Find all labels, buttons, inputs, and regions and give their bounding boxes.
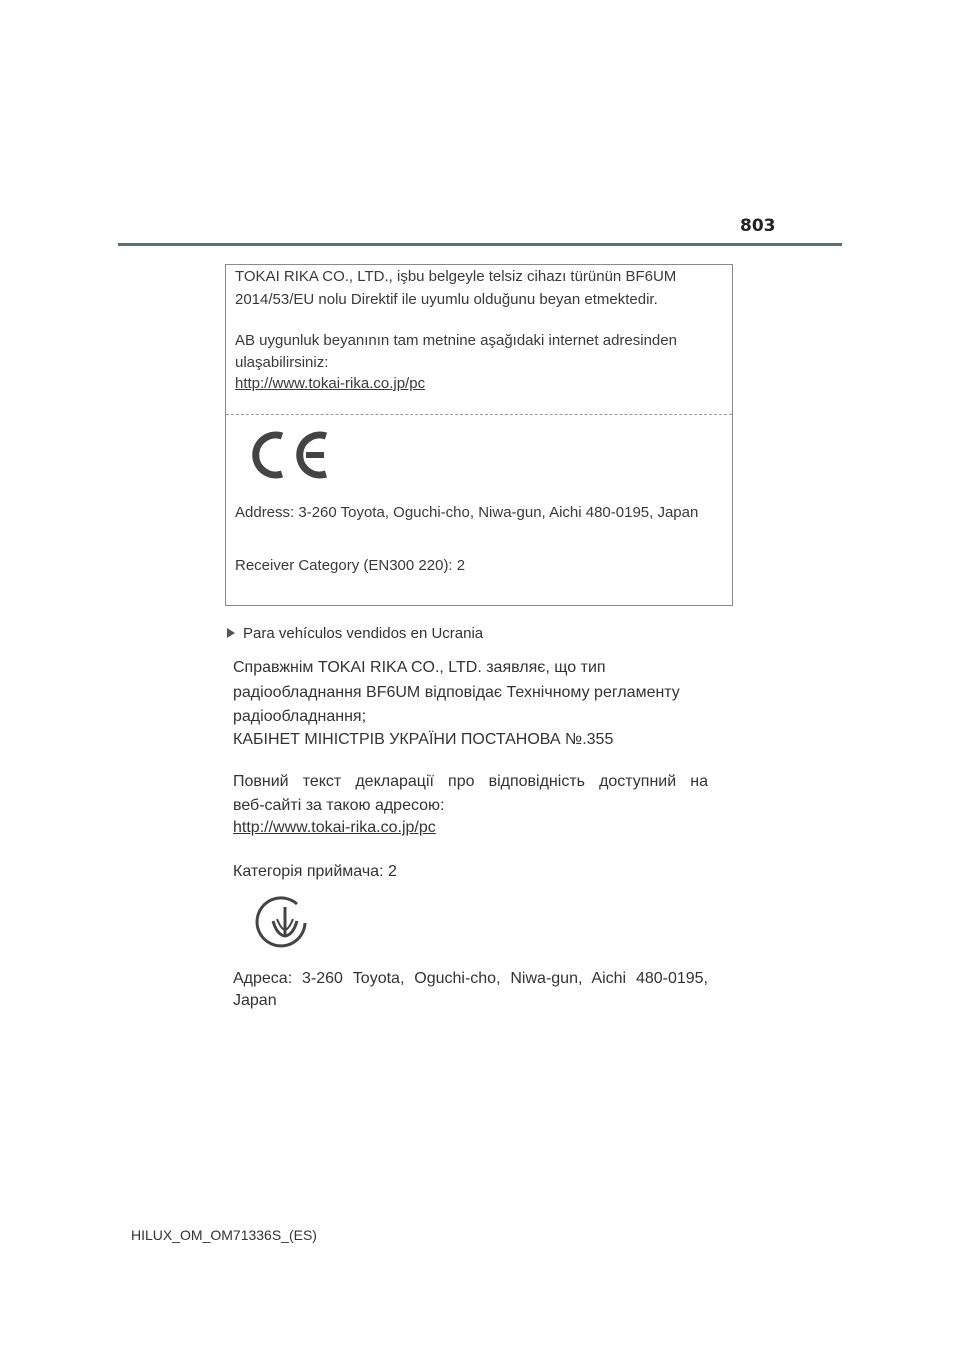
turkish-line-3: AB uygunluk beyanının tam metnine aşağıdaki internet adresinden [235, 332, 677, 349]
ukraine-line-1: Справжнім TOKAI RIKA CO., LTD. заявляє, що тип [233, 659, 606, 676]
ukraine-address-line-2: Japan [233, 992, 277, 1009]
triangle-bullet-icon [227, 628, 235, 638]
turkish-url-link[interactable]: http://www.tokai-rika.co.jp/pc [235, 375, 426, 392]
ce-mark-icon [244, 430, 334, 480]
turkish-line-2: 2014/53/EU nolu Direktif ile uyumlu olduğunu beyan etmektedir. [235, 291, 658, 308]
box-address: Address: 3-260 Toyota, Oguchi-cho, Niwa-gun, Aichi 480-0195, Japan [235, 504, 699, 521]
box-receiver-category: Receiver Category (EN300 220): 2 [235, 557, 466, 574]
ukraine-url-link[interactable]: http://www.tokai-rika.co.jp/pc [233, 819, 436, 836]
header-rule [118, 243, 842, 246]
declaration-box [225, 264, 733, 606]
ukraine-address-line-1: Адреса: 3-260 Toyota, Oguchi-cho, Niwa-gun, Aichi 480-0195, [233, 970, 708, 987]
page-number: 803 [740, 216, 776, 236]
turkish-line-4: ulaşabilirsiniz: [235, 354, 329, 371]
ukraine-line-2: радіообладнання BF6UM відповідає Технічному регламенту [233, 684, 680, 701]
turkish-line-1: TOKAI RIKA CO., LTD., işbu belgeyle telsiz cihazı türünün BF6UM [235, 268, 677, 285]
turkish-declaration-section [226, 265, 732, 415]
ukraine-conformity-mark-icon [255, 895, 311, 951]
ukraine-heading [227, 625, 483, 642]
ukraine-line-5: Повний текст декларації про відповідність доступний на [233, 773, 708, 790]
ukraine-line-3: радіообладнання; [233, 708, 367, 725]
ukraine-line-4: КАБІНЕТ МІНІСТРІВ УКРАЇНИ ПОСТАНОВА №.355 [233, 731, 614, 748]
page-footer: HILUX_OM_OM71336S_(ES) [131, 1227, 317, 1243]
ukraine-heading-text: Para vehículos vendidos en Ucrania [243, 625, 484, 642]
ukraine-receiver-category: Категорія приймача: 2 [233, 863, 397, 880]
ukraine-line-6: веб-сайті за такою адресою: [233, 797, 445, 814]
